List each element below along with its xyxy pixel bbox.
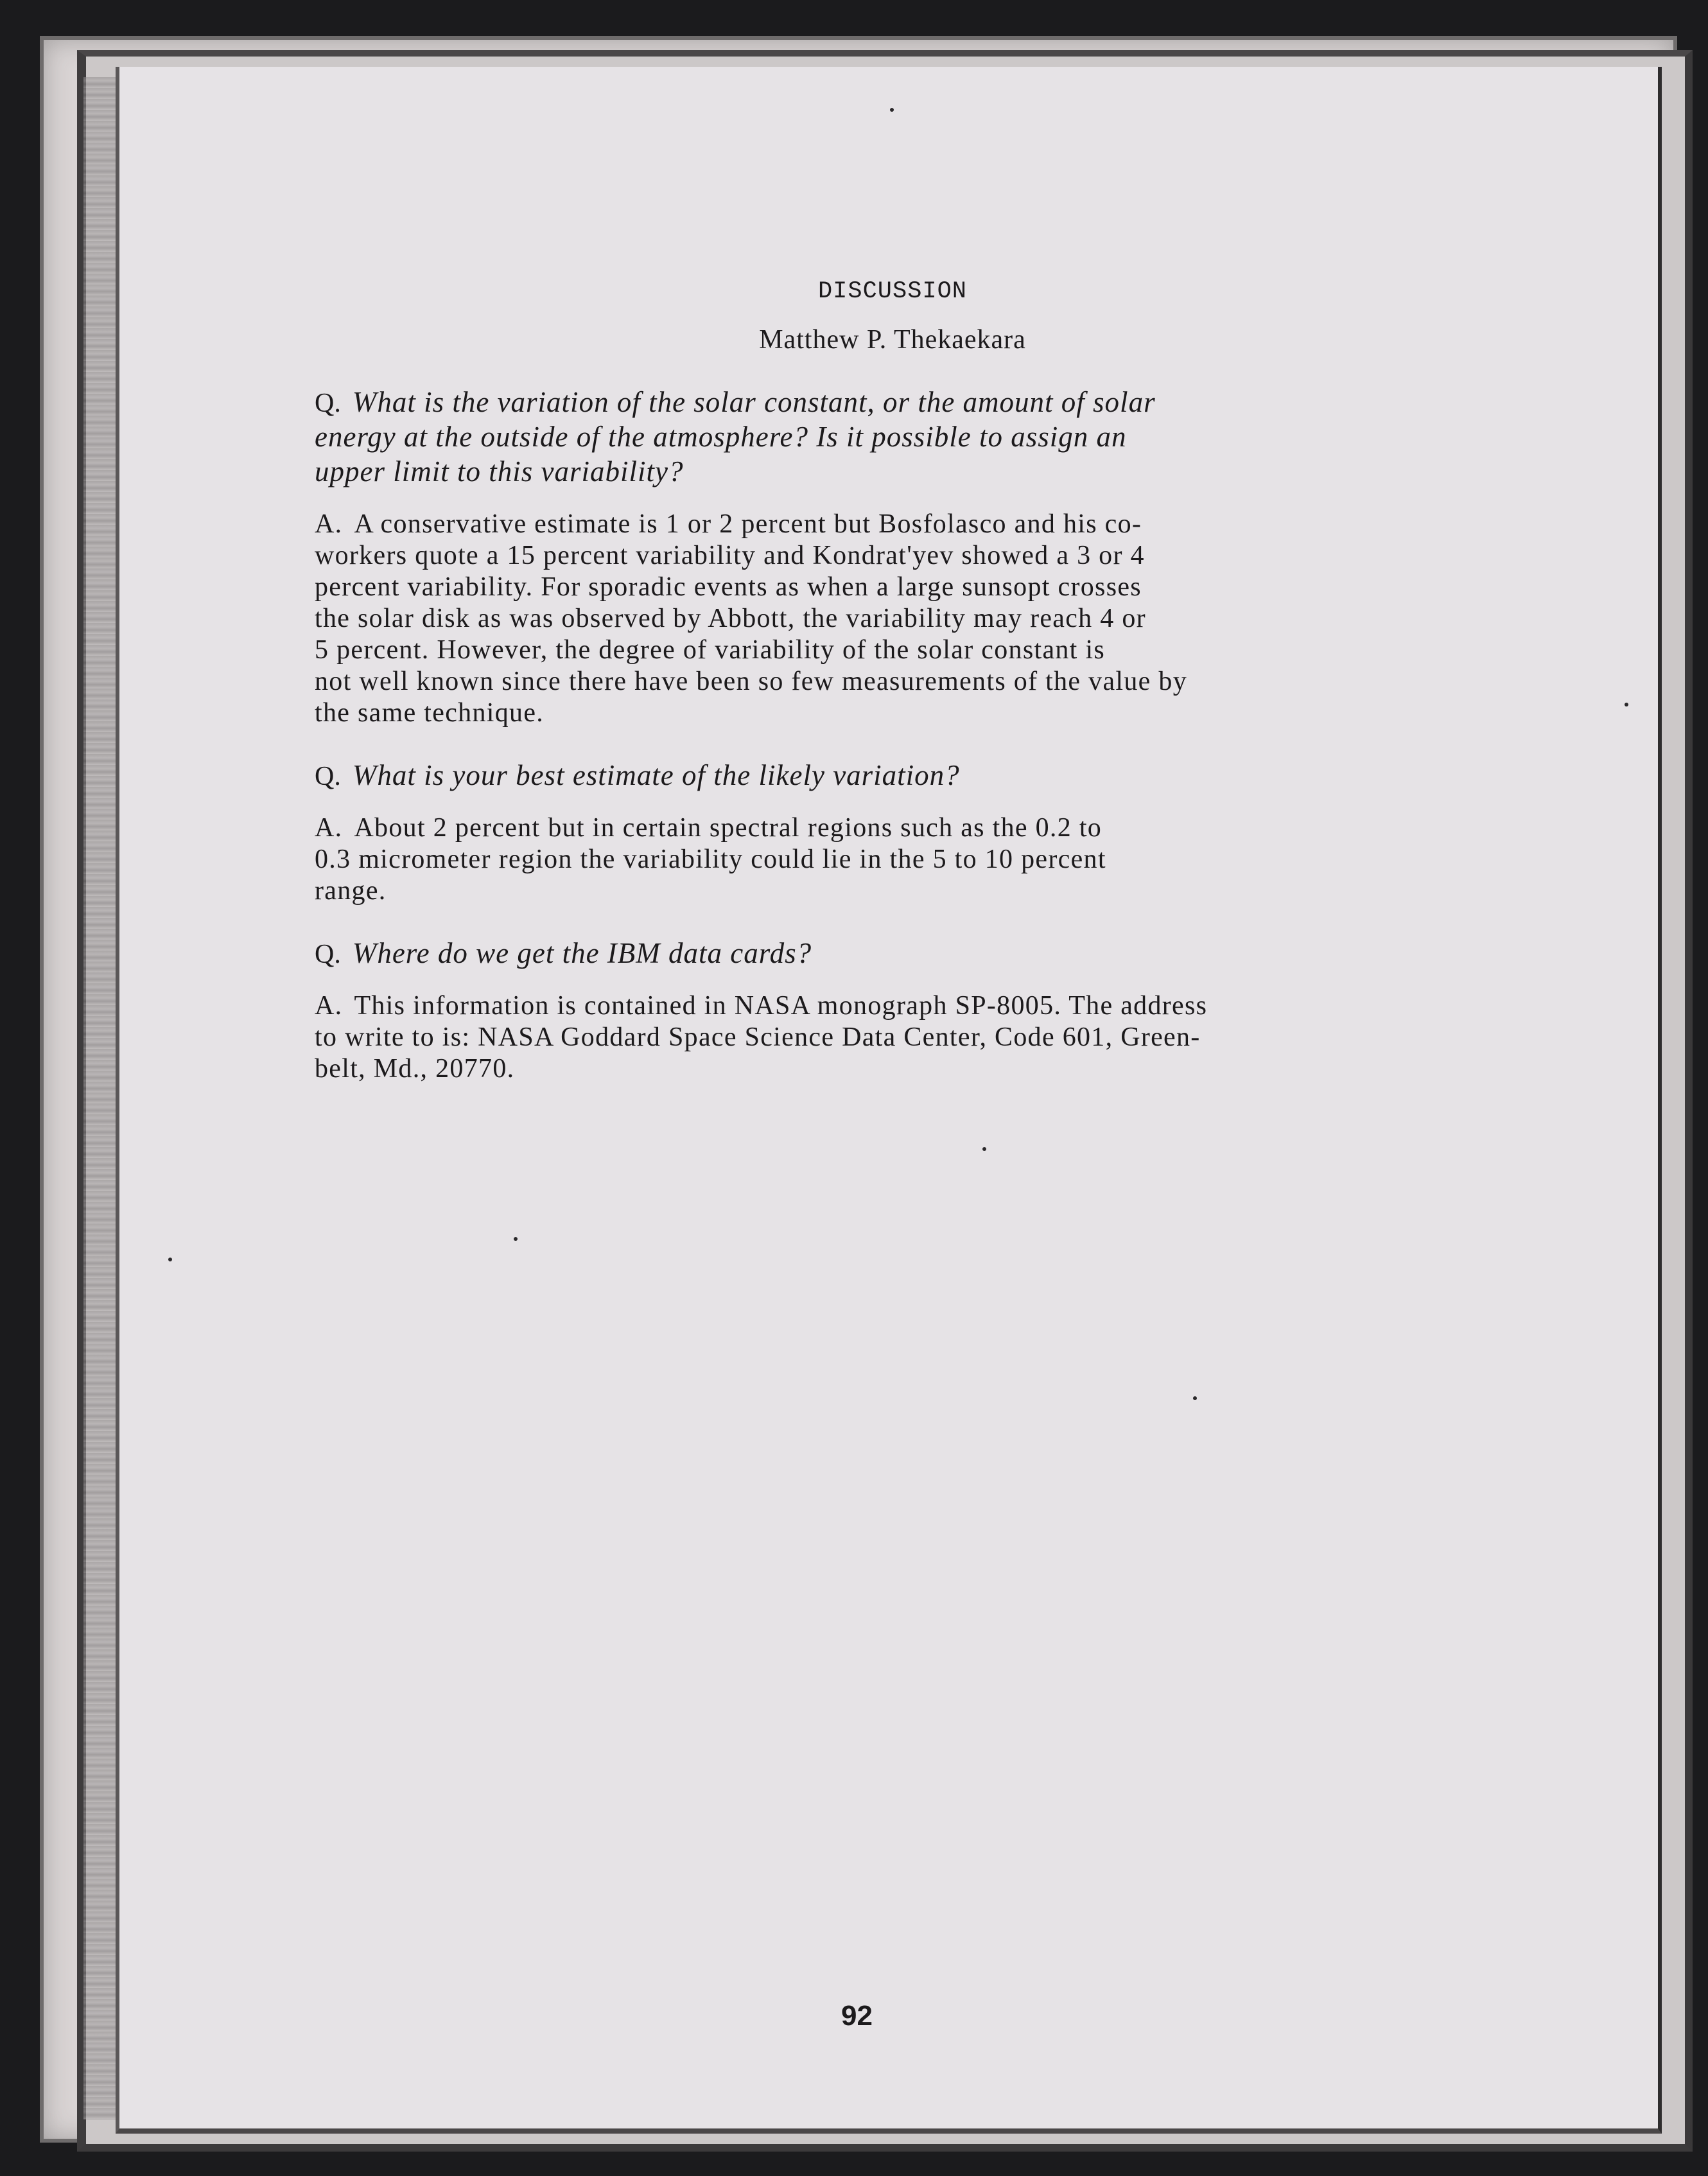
answer-1 (315, 509, 1509, 729)
answer-label: A. (315, 813, 343, 843)
document-body (315, 276, 1509, 1085)
dust-speck (890, 108, 894, 112)
page-number: 92 (841, 2000, 873, 2031)
question-2 (315, 760, 1509, 794)
question-text: Where do we get the IBM data cards? (352, 937, 812, 969)
question-label: Q. (315, 762, 341, 791)
question-1 (315, 387, 1509, 491)
question-text: What is the variation of the solar constant, or the amount of solar energy at the outside of the atmosphere? Is it possible to assign an upper limit to this variability? (315, 386, 1156, 487)
question-text: What is your best estimate of the likely variation? (352, 759, 960, 791)
left-edge-smudge (83, 77, 116, 2119)
dust-speck (1625, 703, 1628, 706)
answer-text: A conservative estimate is 1 or 2 percent but Bosfolasco and his co- workers quote a 15 percent variability and Kondrat'yev showed a 3 or 4 percent variability. For sporadic events as when a large sunsopt crosses the solar disk as was observed by Abbott, the variability may reach 4 or 5 percent. However, the degree of variability of the solar constant is not well known since there have been so few measurements of the value by the same technique. (315, 509, 1188, 728)
dust-speck (982, 1147, 986, 1151)
question-label: Q. (315, 389, 341, 418)
answer-label: A. (315, 509, 343, 539)
answer-label: A. (315, 991, 343, 1021)
answer-2 (315, 812, 1509, 907)
author-name: Matthew P. Thekaekara (759, 325, 1026, 355)
answer-text: About 2 percent but in certain spectral regions such as the 0.2 to 0.3 micrometer region the variability could lie in the 5 to 10 percent range. (315, 813, 1106, 906)
answer-3 (315, 990, 1509, 1085)
discussion-heading: DISCUSSION (817, 278, 968, 305)
question-3 (315, 938, 1509, 972)
answer-text: This information is contained in NASA monograph SP-8005. The address to write to is: NASA Goddard Space Science Data Center, Code 601, Green- belt, Md., 20770. (315, 991, 1208, 1084)
qa-block-2 (315, 760, 1509, 907)
qa-block-1 (315, 387, 1509, 729)
qa-block-3 (315, 938, 1509, 1085)
dust-speck (168, 1258, 172, 1261)
dust-speck (514, 1237, 518, 1241)
dust-speck (1193, 1396, 1197, 1400)
question-label: Q. (315, 940, 341, 969)
